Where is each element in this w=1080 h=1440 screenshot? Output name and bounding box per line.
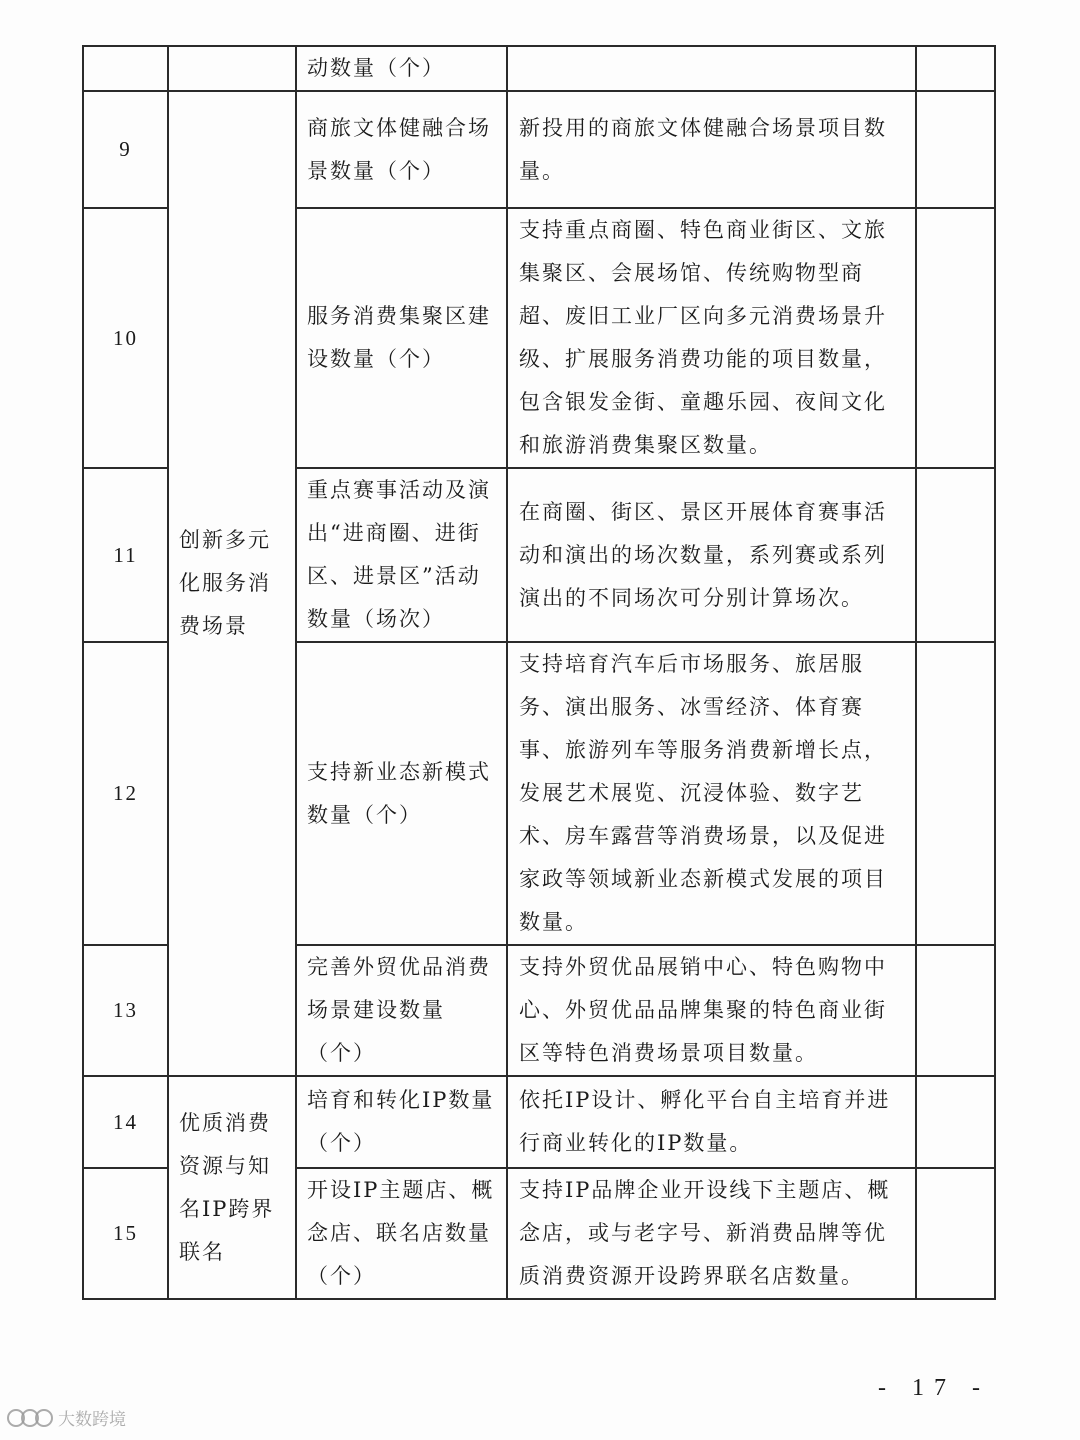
remarks-cell [916,1168,995,1299]
indicator-name: 完善外贸优品消费场景建设数量（个） [296,945,507,1076]
watermark [6,1405,126,1430]
indicator-description: 新投用的商旅文体健融合场景项目数量。 [507,91,916,208]
category-group-consumption-scenes: 创新多元化服务消费场景 [168,91,296,1076]
table-row [83,1076,995,1168]
row-number: 12 [83,642,168,945]
watermark-text: 大数跨境 [58,1410,126,1430]
indicator-description [507,46,916,91]
remarks-cell [916,46,995,91]
page-number: - 17 - [878,1375,990,1401]
remarks-cell [916,468,995,642]
indicator-name: 动数量（个） [296,46,507,91]
row-number: 14 [83,1076,168,1168]
indicator-name: 服务消费集聚区建设数量（个） [296,208,507,468]
table-row [83,91,995,208]
remarks-cell [916,208,995,468]
indicator-description: 在商圈、街区、景区开展体育赛事活动和演出的场次数量，系列赛或系列演出的不同场次可分别计算场次。 [507,468,916,642]
indicator-description: 支持重点商圈、特色商业街区、文旅集聚区、会展场馆、传统购物型商超、废旧工业厂区向多元消费场景升级、扩展服务消费功能的项目数量，包含银发金街、童趣乐园、夜间文化和旅游消费集聚区数量。 [507,208,916,468]
row-number: 9 [83,91,168,208]
indicator-description: 支持IP品牌企业开设线下主题店、概念店，或与老字号、新消费品牌等优质消费资源开设跨界联名店数量。 [507,1168,916,1299]
remarks-cell [916,91,995,208]
row-number: 11 [83,468,168,642]
indicator-description: 支持培育汽车后市场服务、旅居服务、演出服务、冰雪经济、体育赛事、旅游列车等服务消费新增长点，发展艺术展览、沉浸体验、数字艺术、房车露营等消费场景，以及促进家政等领域新业态新模式发展的项目数量。 [507,642,916,945]
category-cell [168,46,296,91]
row-number: 10 [83,208,168,468]
row-number: 15 [83,1168,168,1299]
table-row [83,46,995,91]
indicator-name: 培育和转化IP数量（个） [296,1076,507,1168]
remarks-cell [916,642,995,945]
indicator-name: 商旅文体健融合场景数量（个） [296,91,507,208]
remarks-cell [916,1076,995,1168]
indicator-name: 支持新业态新模式数量（个） [296,642,507,945]
indicator-name: 重点赛事活动及演出“进商圈、进街区、进景区”活动数量（场次） [296,468,507,642]
indicator-name: 开设IP主题店、概念店、联名店数量（个） [296,1168,507,1299]
remarks-cell [916,945,995,1076]
category-group-ip-crossover: 优质消费资源与知名IP跨界联名 [168,1076,296,1299]
row-number [83,46,168,91]
indicator-description: 支持外贸优品展销中心、特色购物中心、外贸优品品牌集聚的特色商业街区等特色消费场景项目数量。 [507,945,916,1076]
watermark-logo-icon [6,1406,54,1430]
indicator-table [82,45,996,1300]
row-number: 13 [83,945,168,1076]
indicator-description: 依托IP设计、孵化平台自主培育并进行商业转化的IP数量。 [507,1076,916,1168]
